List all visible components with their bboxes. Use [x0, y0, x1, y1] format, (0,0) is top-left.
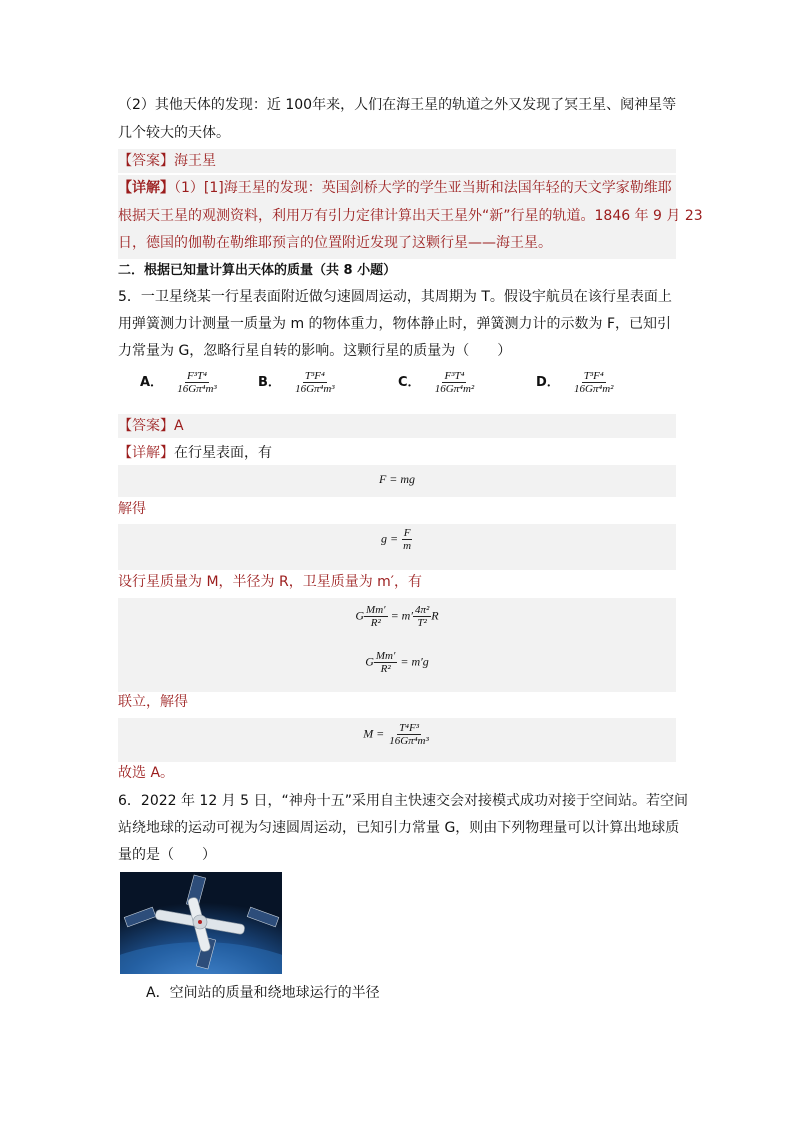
detail-5-jiede: 解得: [118, 501, 146, 517]
equation-4: G $\frac{Mm'}{\text{R²}}$ = m′g: [365, 650, 429, 675]
option-d-fraction: $\frac{\text{T³F⁴}}{\text{16Gπ⁴m²}}$: [573, 370, 614, 395]
detail-5-line-3: 设行星质量为 M，半径为 R，卫星质量为 m′，有: [118, 574, 422, 590]
q6-line-2: 站绕地球的运动可视为匀速圆周运动，已知引力常量 G，则由下列物理量可以计算出地球质: [118, 820, 680, 836]
equation-1: F = mg: [378, 472, 416, 486]
equation-2: g = $\frac{F}{m}$: [380, 527, 412, 552]
q6-line-1: 6．2022 年 12 月 5 日，“神舟十五”采用自主快速交会对接模式成功对接于空间站。若空间: [118, 793, 689, 809]
detail-1-line-3: 日，德国的伽勒在勒维耶预言的位置附近发现了这颗行星——海王星。: [118, 235, 552, 251]
detail-5-line-4: 联立，解得: [118, 694, 188, 710]
answer-tag: 【答案】: [118, 153, 174, 169]
space-station-image: [120, 872, 282, 974]
option-b-fraction: $\frac{\text{T³F⁴}}{\text{16Gπ⁴m³}}$: [295, 370, 335, 395]
q6-option-a[interactable]: A．空间站的质量和绕地球运行的半径: [146, 985, 380, 1001]
intro-line-2: 几个较大的天体。: [118, 125, 230, 141]
space-station-illustration: [120, 872, 282, 974]
detail-1-line-1: [118, 178, 672, 198]
q5-option-c[interactable]: C． $\frac{\text{F³T⁴}}{\text{16Gπ⁴m²}}$: [398, 370, 475, 395]
answer-text: A: [174, 418, 184, 434]
detail-1-line-2: 根据天王星的观测资料，利用万有引力定律计算出天王星外“新”行星的轨道。1846 年 9 月 23: [118, 208, 703, 224]
section-heading-2: 二．根据已知量计算出天体的质量（共 8 小题）: [118, 263, 397, 278]
equation-3: G $\frac{Mm'}{\text{R²}}$ = m′ $\frac{\text{4π²}}{\text{T²}}$ R: [355, 604, 439, 629]
answer-tag: 【答案】: [118, 418, 174, 434]
q6-line-3: 量的是（ ）: [118, 847, 216, 863]
q5-option-d[interactable]: D． $\frac{\text{T³F⁴}}{\text{16Gπ⁴m²}}$: [536, 370, 614, 395]
answer-5: [118, 416, 184, 436]
q5-option-a[interactable]: A． $\frac{\text{F³T⁴}}{\text{16Gπ⁴m³}}$: [140, 370, 217, 395]
intro-line-1: （2）其他天体的发现：近 100年来，人们在海王星的轨道之外又发现了冥王星、阋神星等: [118, 97, 677, 113]
detail-tag: 【详解】: [118, 445, 174, 461]
detail-5-text-1: 在行星表面，有: [174, 445, 272, 461]
q5-line-2: 用弹簧测力计测量一质量为 m 的物体重力，物体静止时，弹簧测力计的示数为 F，已知引: [118, 316, 672, 332]
answer-text: 海王星: [174, 153, 216, 169]
answer-band-5: [118, 414, 676, 438]
detail-1-text-1: （1）[1]海王星的发现：英国剑桥大学的学生亚当斯和法国年轻的天文学家勒维耶: [174, 180, 672, 196]
detail-5-conclusion: 故选 A。: [118, 765, 175, 781]
equation-5: M = $\frac{\text{T⁴F³}}{\text{16Gπ⁴m³}}$: [363, 722, 429, 747]
q5-line-1: 5．一卫星绕某一行星表面附近做匀速圆周运动，其周期为 T。假设宇航员在该行星表面上: [118, 289, 672, 305]
detail-tag: 【详解】: [118, 180, 174, 196]
q5-line-3: 力常量为 G，忽略行星自转的影响。这颗行星的质量为（ ）: [118, 343, 512, 359]
detail-5-line-1: [118, 443, 272, 463]
option-c-fraction: $\frac{\text{F³T⁴}}{\text{16Gπ⁴m²}}$: [434, 370, 475, 395]
q5-option-b[interactable]: B． $\frac{\text{T³F⁴}}{\text{16Gπ⁴m³}}$: [258, 370, 335, 395]
answer-1: [118, 151, 216, 171]
option-a-fraction: $\frac{\text{F³T⁴}}{\text{16Gπ⁴m³}}$: [177, 370, 217, 395]
